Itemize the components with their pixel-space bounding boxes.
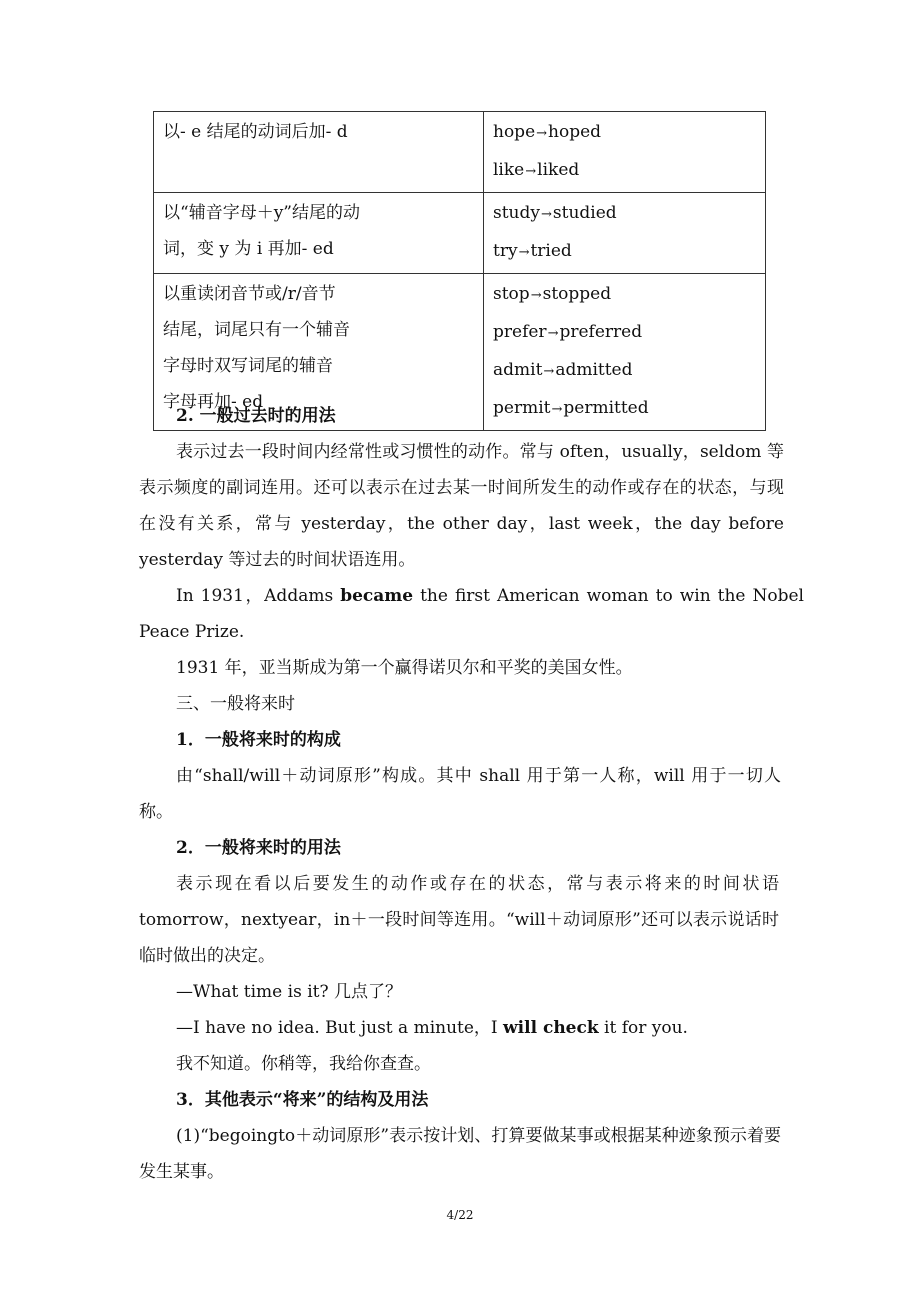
past-verb: tried bbox=[530, 241, 572, 261]
rule-line: 词，变 y 为 i 再加- ed bbox=[163, 239, 334, 259]
base-verb: study bbox=[493, 203, 540, 223]
future-usage-heading: 2．一般将来时的用法 bbox=[176, 838, 341, 858]
base-verb: hope bbox=[493, 122, 536, 142]
past-verb: preferred bbox=[559, 322, 643, 342]
past-verb: stopped bbox=[542, 284, 612, 304]
base-verb: like bbox=[493, 160, 525, 180]
example-line bbox=[493, 352, 757, 390]
past-tense-rules-table bbox=[153, 111, 766, 431]
right-arrow-icon: → bbox=[547, 326, 559, 341]
dialog-line-2: —I have no idea. But just a minute，I will check it for you. bbox=[176, 1018, 688, 1038]
example-line bbox=[493, 152, 757, 190]
base-verb: stop bbox=[493, 284, 530, 304]
document-body bbox=[139, 398, 809, 1190]
right-arrow-icon: → bbox=[536, 126, 548, 141]
past-verb: studied bbox=[552, 203, 617, 223]
base-verb: permit bbox=[493, 398, 551, 418]
example-line bbox=[493, 114, 757, 152]
right-arrow-icon: → bbox=[530, 288, 542, 303]
right-arrow-icon: → bbox=[525, 164, 537, 179]
future-section-title: 三、一般将来时 bbox=[176, 694, 295, 714]
example-cell bbox=[484, 193, 766, 274]
past-example-translation: 1931 年，亚当斯成为第一个赢得诺贝尔和平奖的美国女性。 bbox=[176, 658, 633, 678]
rule-line: 结尾，词尾只有一个辅音 bbox=[163, 320, 350, 340]
rule-cell bbox=[154, 112, 484, 193]
dialog-line-1: —What time is it? 几点了？ bbox=[176, 982, 402, 1002]
past-verb: admitted bbox=[555, 360, 633, 380]
table-row bbox=[154, 112, 766, 193]
bold-verb: became bbox=[340, 586, 414, 606]
right-arrow-icon: → bbox=[541, 207, 552, 222]
example-line bbox=[493, 314, 757, 352]
example-line bbox=[493, 233, 757, 271]
other-future-item-1: (1)“begoingto＋动词原形”表示按计划、打算要做某事或根据某种迹象预示着要发生某事。 bbox=[139, 1126, 781, 1182]
rule-line: 字母再加- ed bbox=[163, 392, 264, 412]
base-verb: try bbox=[493, 241, 518, 261]
future-form-heading: 1．一般将来时的构成 bbox=[176, 730, 341, 750]
dialog-translation: 我不知道。你稍等，我给你查查。 bbox=[176, 1054, 431, 1074]
example-cell bbox=[484, 112, 766, 193]
example-line bbox=[493, 195, 757, 233]
right-arrow-icon: → bbox=[551, 402, 563, 417]
base-verb: admit bbox=[493, 360, 543, 380]
page-number: 4/22 bbox=[446, 1208, 474, 1222]
rule-cell bbox=[154, 193, 484, 274]
future-usage-paragraph: 表示现在看以后要发生的动作或存在的状态，常与表示将来的时间状语 tomorrow，nextyear，in＋一段时间等连用。“will＋动词原形”还可以表示说话时临时做出的决定。 bbox=[139, 874, 779, 966]
right-arrow-icon: → bbox=[518, 245, 530, 260]
past-example-sentence: In 1931，Addams became the first American woman to win the Nobel Peace Prize. bbox=[139, 586, 804, 642]
other-future-heading: 3．其他表示“将来”的结构及用法 bbox=[176, 1090, 429, 1110]
example-line bbox=[493, 276, 757, 314]
past-usage-heading: 2. 一般过去时的用法 bbox=[176, 406, 336, 426]
rule-line: 以“辅音字母＋y”结尾的动 bbox=[163, 203, 360, 223]
rule-line: 以重读闭音节或/r/音节 bbox=[163, 284, 336, 304]
past-verb: liked bbox=[537, 160, 580, 180]
past-usage-paragraph: 表示过去一段时间内经常性或习惯性的动作。常与 often，usually，seldom 等表示频度的副词连用。还可以表示在过去某一时间所发生的动作或存在的状态，与现在没有关系，常与 yesterday，the other day，last week，the day before yesterday 等过去的时间状语连用。 bbox=[139, 442, 784, 570]
future-form-paragraph: 由“shall/will＋动词原形”构成。其中 shall 用于第一人称，will 用于一切人称。 bbox=[139, 766, 781, 822]
table-row bbox=[154, 193, 766, 274]
rule-line: 以- e 结尾的动词后加- d bbox=[163, 122, 348, 142]
right-arrow-icon: → bbox=[543, 364, 555, 379]
rule-line: 字母时双写词尾的辅音 bbox=[163, 356, 333, 376]
base-verb: prefer bbox=[493, 322, 547, 342]
bold-verb-phrase: will check bbox=[503, 1018, 599, 1038]
past-verb: hoped bbox=[548, 122, 602, 142]
past-verb: permitted bbox=[563, 398, 649, 418]
